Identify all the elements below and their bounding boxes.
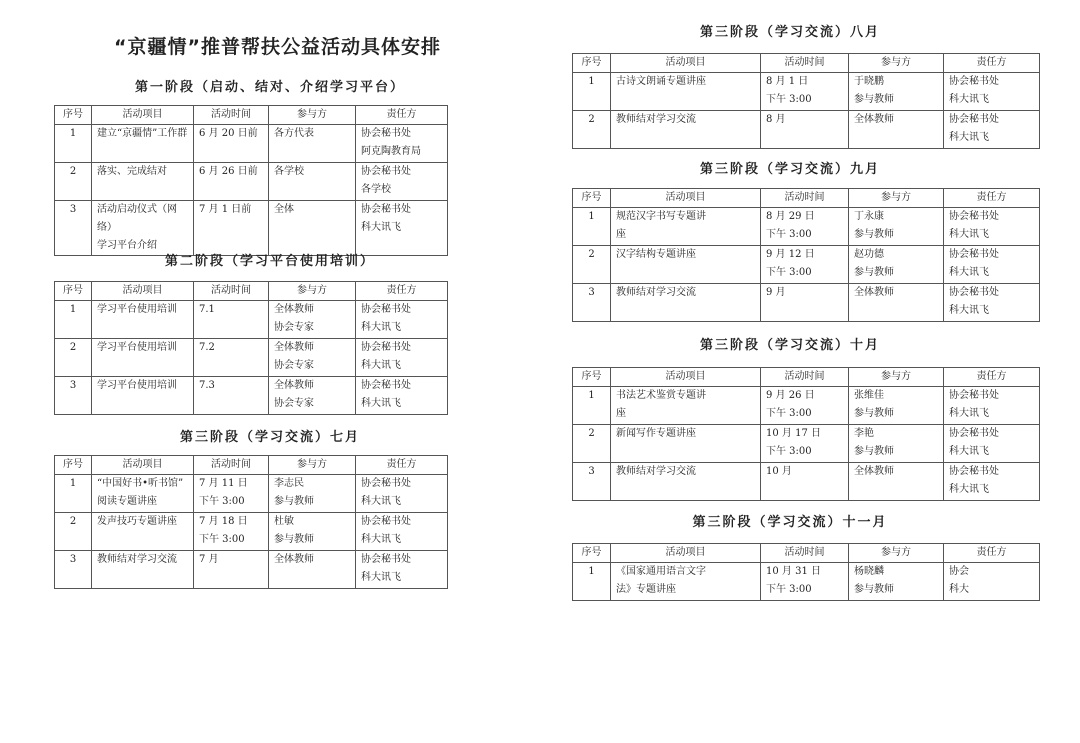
header-col-seq: 序号 [573, 54, 611, 73]
header-col-responsible: 责任方 [944, 189, 1040, 208]
table-row [55, 377, 448, 415]
cell-col-activity: 教师结对学习交流 [92, 551, 194, 589]
header-col-participants: 参与方 [849, 189, 944, 208]
cell-col-participants: 全体教师 [849, 111, 944, 149]
cell-col-activity: 学习平台使用培训 [92, 377, 194, 415]
cell-col-activity: “中国好书•听书馆” 阅读专题讲座 [92, 475, 194, 513]
cell-col-participants: 全体教师 协会专家 [269, 339, 356, 377]
table-row [573, 425, 1040, 463]
cell-col-seq: 2 [573, 246, 611, 284]
header-col-responsible: 责任方 [944, 368, 1040, 387]
table-row [573, 246, 1040, 284]
cell-col-time: 7 月 11 日 下午 3:00 [194, 475, 269, 513]
table-row [573, 463, 1040, 501]
cell-col-activity: 新闻写作专题讲座 [611, 425, 761, 463]
table-header-row [573, 189, 1040, 208]
header-col-seq: 序号 [573, 189, 611, 208]
cell-col-time: 9 月 26 日 下午 3:00 [761, 387, 849, 425]
table-row [573, 563, 1040, 601]
header-col-activity: 活动项目 [611, 54, 761, 73]
cell-col-seq: 1 [55, 301, 92, 339]
cell-col-participants: 全体 [269, 201, 356, 256]
table-row [573, 284, 1040, 322]
header-col-seq: 序号 [55, 282, 92, 301]
cell-col-time: 10 月 17 日 下午 3:00 [761, 425, 849, 463]
header-col-time: 活动时间 [194, 282, 269, 301]
cell-col-activity: 落实、完成结对 [92, 163, 194, 201]
cell-col-time: 8 月 29 日 下午 3:00 [761, 208, 849, 246]
header-col-seq: 序号 [573, 544, 611, 563]
header-col-time: 活动时间 [761, 54, 849, 73]
cell-col-responsible: 协会秘书处 科大讯飞 [944, 208, 1040, 246]
cell-col-responsible: 协会秘书处 科大讯飞 [944, 284, 1040, 322]
table-header-row [573, 544, 1040, 563]
cell-col-participants: 张维佳 参与教师 [849, 387, 944, 425]
cell-col-responsible: 协会秘书处 科大讯飞 [944, 246, 1040, 284]
cell-col-responsible: 协会秘书处 科大讯飞 [944, 463, 1040, 501]
schedule-table-wrap [572, 543, 1007, 743]
section-title: 第三阶段（学习交流）七月 [179, 430, 360, 445]
schedule-table-wrap [54, 105, 448, 305]
cell-col-seq: 3 [573, 284, 611, 322]
schedule-table-wrap [572, 367, 1040, 567]
schedule-table [572, 188, 1040, 322]
cell-col-responsible: 协会秘书处 各学校 [356, 163, 448, 201]
header-col-participants: 参与方 [849, 544, 944, 563]
cell-col-responsible: 协会秘书处 科大讯飞 [356, 475, 448, 513]
cell-col-responsible: 协会秘书处 科大讯飞 [356, 301, 448, 339]
table-header-row [573, 368, 1040, 387]
cell-col-time: 6 月 26 日前 [194, 163, 269, 201]
header-col-participants: 参与方 [269, 456, 356, 475]
table-row [573, 387, 1040, 425]
cell-col-time: 7.2 [194, 339, 269, 377]
section-title: 第三阶段（学习交流）八月 [699, 25, 880, 40]
section-title: 第一阶段（启动、结对、介绍学习平台） [134, 80, 405, 95]
cell-col-activity: 学习平台使用培训 [92, 339, 194, 377]
header-col-participants: 参与方 [849, 54, 944, 73]
table-header-row [55, 456, 448, 475]
header-col-participants: 参与方 [269, 282, 356, 301]
cell-col-activity: 教师结对学习交流 [611, 284, 761, 322]
schedule-table-wrap [572, 188, 1040, 388]
section-title: 第三阶段（学习交流）十月 [699, 338, 880, 353]
table-row [573, 208, 1040, 246]
header-col-activity: 活动项目 [92, 456, 194, 475]
document-title: “京疆情”推普帮扶公益活动具体安排 [114, 36, 441, 58]
cell-col-responsible: 协会秘书处 科大讯飞 [944, 387, 1040, 425]
cell-col-activity: 发声技巧专题讲座 [92, 513, 194, 551]
cell-col-seq: 3 [573, 463, 611, 501]
cell-col-time: 8 月 [761, 111, 849, 149]
cell-col-responsible: 协会秘书处 科大讯飞 [356, 377, 448, 415]
table-header-row [55, 282, 448, 301]
cell-col-participants: 李志民 参与教师 [269, 475, 356, 513]
cell-col-activity: 活动启动仪式（网络） 学习平台介绍 [92, 201, 194, 256]
cell-col-participants: 全体教师 协会专家 [269, 301, 356, 339]
cell-col-participants: 杨晓麟 参与教师 [849, 563, 944, 601]
header-col-time: 活动时间 [761, 544, 849, 563]
cell-col-participants: 全体教师 [269, 551, 356, 589]
cell-col-participants: 杜敏 参与教师 [269, 513, 356, 551]
header-col-responsible: 责任方 [944, 544, 1040, 563]
cell-col-seq: 1 [573, 208, 611, 246]
table-row [55, 513, 448, 551]
header-col-responsible: 责任方 [356, 106, 448, 125]
cell-col-activity: 古诗文朗诵专题讲座 [611, 73, 761, 111]
schedule-table-wrap [54, 455, 448, 655]
cell-col-activity: 学习平台使用培训 [92, 301, 194, 339]
cell-col-time: 7 月 18 日 下午 3:00 [194, 513, 269, 551]
header-col-activity: 活动项目 [92, 106, 194, 125]
schedule-table [572, 543, 1040, 601]
section-title: 第三阶段（学习交流）十一月 [692, 515, 888, 530]
header-col-activity: 活动项目 [92, 282, 194, 301]
cell-col-seq: 3 [55, 377, 92, 415]
cell-col-seq: 3 [55, 201, 92, 256]
cell-col-responsible: 协会秘书处 科大讯飞 [944, 425, 1040, 463]
cell-col-activity: 规范汉字书写专题讲 座 [611, 208, 761, 246]
schedule-table [54, 281, 448, 415]
header-col-time: 活动时间 [761, 189, 849, 208]
header-col-activity: 活动项目 [611, 544, 761, 563]
schedule-table [572, 53, 1040, 149]
table-row [55, 163, 448, 201]
header-col-seq: 序号 [55, 106, 92, 125]
cell-col-seq: 1 [573, 387, 611, 425]
cell-col-time: 9 月 12 日 下午 3:00 [761, 246, 849, 284]
cell-col-participants: 各方代表 [269, 125, 356, 163]
cell-col-responsible: 协会秘书处 科大讯飞 [356, 513, 448, 551]
schedule-table [572, 367, 1040, 501]
section-title: 第二阶段（学习平台使用培训） [164, 254, 375, 269]
table-row [573, 111, 1040, 149]
header-col-participants: 参与方 [269, 106, 356, 125]
cell-col-time: 6 月 20 日前 [194, 125, 269, 163]
cell-col-participants: 全体教师 [849, 463, 944, 501]
table-row [55, 475, 448, 513]
cell-col-seq: 3 [55, 551, 92, 589]
cell-col-activity: 教师结对学习交流 [611, 111, 761, 149]
schedule-table [54, 455, 448, 589]
table-row [55, 339, 448, 377]
cell-col-time: 7 月 1 日前 [194, 201, 269, 256]
cell-col-activity: 《国家通用语言文字 法》专题讲座 [611, 563, 761, 601]
header-col-activity: 活动项目 [611, 368, 761, 387]
cell-col-responsible: 协会秘书处 阿克陶教育局 [356, 125, 448, 163]
cell-col-responsible: 协会秘书处 科大讯飞 [944, 111, 1040, 149]
cell-col-time: 10 月 31 日 下午 3:00 [761, 563, 849, 601]
cell-col-time: 7.3 [194, 377, 269, 415]
cell-col-activity: 汉字结构专题讲座 [611, 246, 761, 284]
header-col-responsible: 责任方 [356, 282, 448, 301]
cell-col-time: 9 月 [761, 284, 849, 322]
cell-col-time: 7.1 [194, 301, 269, 339]
cell-col-seq: 2 [573, 425, 611, 463]
header-col-responsible: 责任方 [944, 54, 1040, 73]
cell-col-activity: 书法艺术鉴赏专题讲 座 [611, 387, 761, 425]
table-header-row [55, 106, 448, 125]
cell-col-seq: 2 [55, 339, 92, 377]
table-row [55, 301, 448, 339]
table-row [573, 73, 1040, 111]
cell-col-time: 8 月 1 日 下午 3:00 [761, 73, 849, 111]
header-col-seq: 序号 [55, 456, 92, 475]
cell-col-seq: 2 [573, 111, 611, 149]
cell-col-participants: 全体教师 [849, 284, 944, 322]
cell-col-participants: 丁永康 参与教师 [849, 208, 944, 246]
cell-col-participants: 李艳 参与教师 [849, 425, 944, 463]
header-col-seq: 序号 [573, 368, 611, 387]
cell-col-responsible: 协会秘书处 科大讯飞 [356, 339, 448, 377]
header-col-time: 活动时间 [194, 456, 269, 475]
cell-col-seq: 1 [573, 73, 611, 111]
section-title: 第三阶段（学习交流）九月 [699, 162, 880, 177]
cell-col-seq: 2 [55, 163, 92, 201]
cell-col-responsible: 协会 科大 [944, 563, 1040, 601]
cell-col-responsible: 协会秘书处 科大讯飞 [356, 551, 448, 589]
cell-col-participants: 全体教师 协会专家 [269, 377, 356, 415]
cell-col-seq: 1 [573, 563, 611, 601]
table-row [55, 201, 448, 256]
cell-col-time: 10 月 [761, 463, 849, 501]
header-col-activity: 活动项目 [611, 189, 761, 208]
cell-col-responsible: 协会秘书处 科大讯飞 [356, 201, 448, 256]
cell-col-seq: 1 [55, 125, 92, 163]
cell-col-activity: 建立“京疆情”工作群 [92, 125, 194, 163]
header-col-participants: 参与方 [849, 368, 944, 387]
cell-col-responsible: 协会秘书处 科大讯飞 [944, 73, 1040, 111]
cell-col-participants: 于晓鹏 参与教师 [849, 73, 944, 111]
cell-col-seq: 1 [55, 475, 92, 513]
schedule-table [54, 105, 448, 256]
header-col-time: 活动时间 [194, 106, 269, 125]
header-col-time: 活动时间 [761, 368, 849, 387]
table-header-row [573, 54, 1040, 73]
header-col-responsible: 责任方 [356, 456, 448, 475]
schedule-table-wrap [54, 281, 448, 481]
cell-col-seq: 2 [55, 513, 92, 551]
table-row [55, 551, 448, 589]
cell-col-participants: 赵功德 参与教师 [849, 246, 944, 284]
cell-col-time: 7 月 [194, 551, 269, 589]
table-row [55, 125, 448, 163]
cell-col-participants: 各学校 [269, 163, 356, 201]
cell-col-activity: 教师结对学习交流 [611, 463, 761, 501]
